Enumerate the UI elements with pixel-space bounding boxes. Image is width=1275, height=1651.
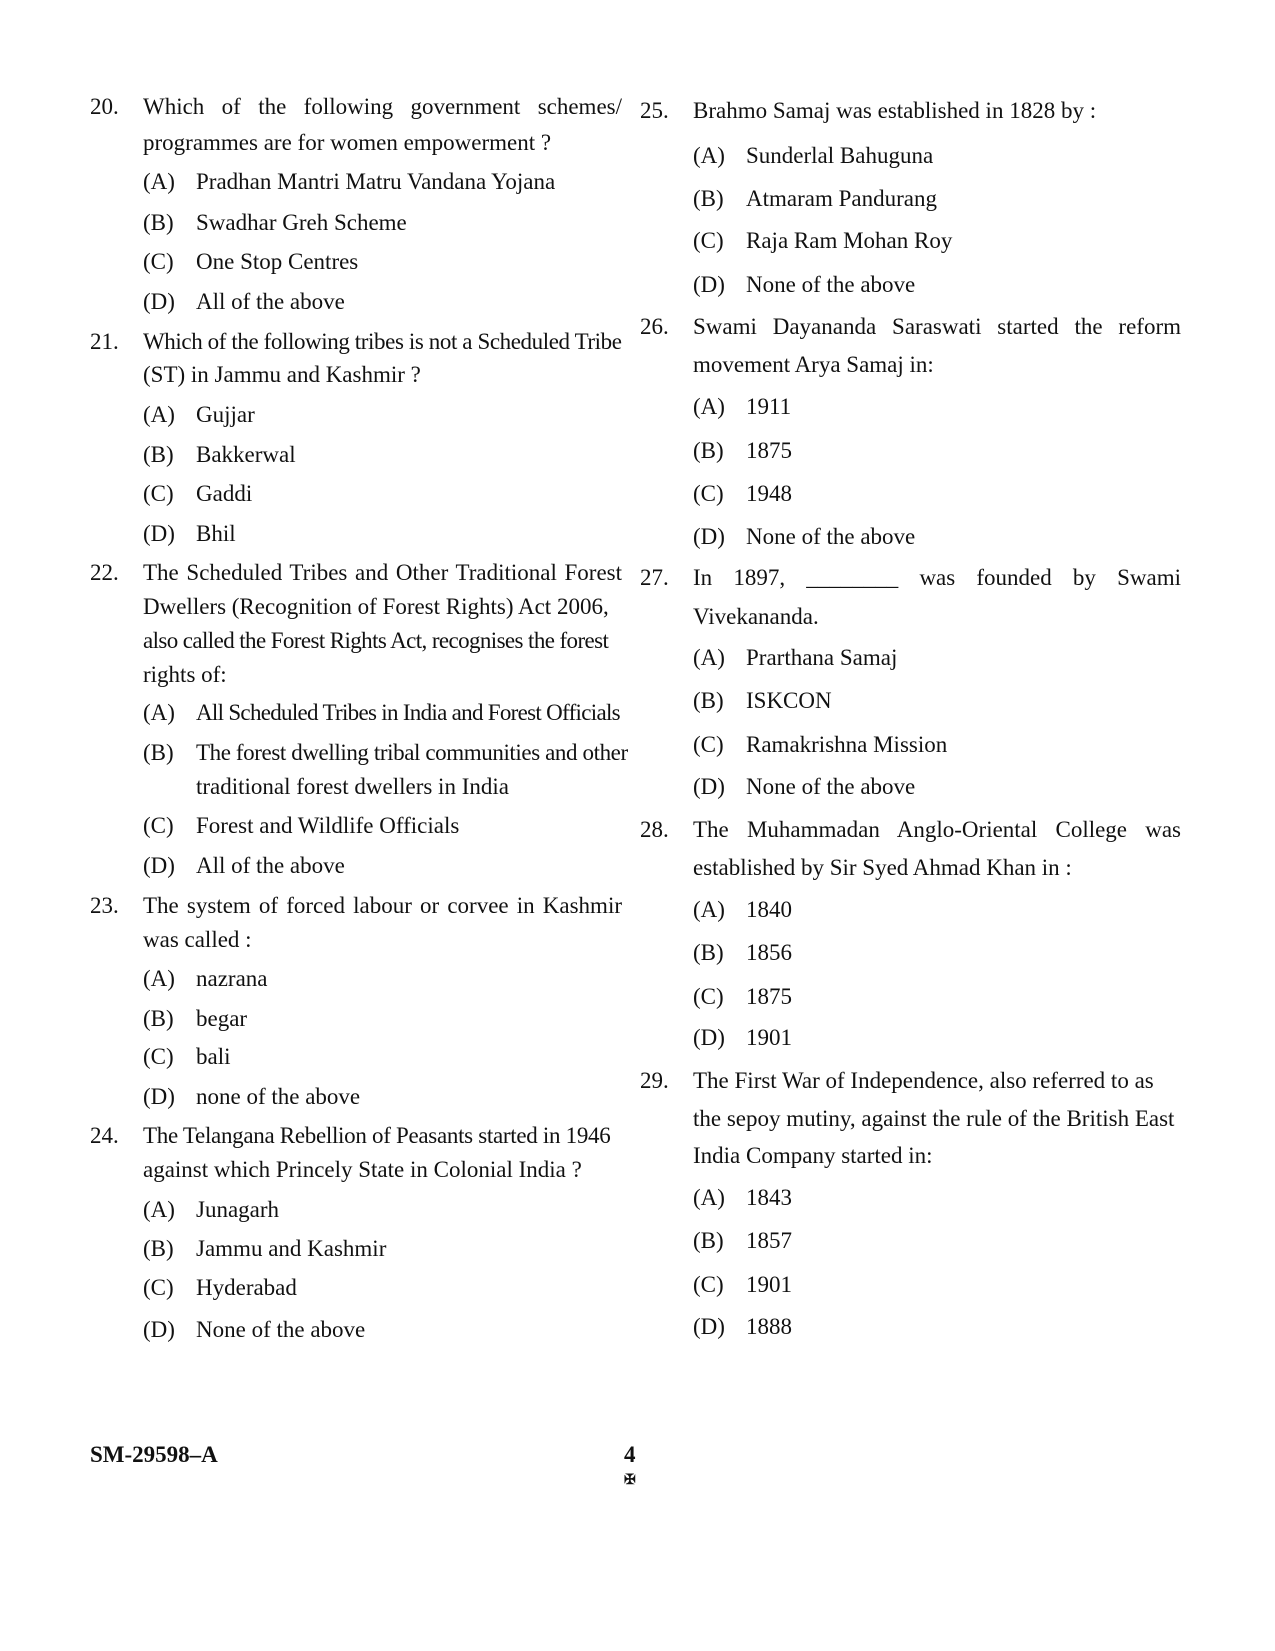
option-letter: (D) xyxy=(693,524,725,549)
option-text: 1875 xyxy=(746,438,792,463)
option-letter: (C) xyxy=(693,481,724,506)
question-text: Swami Dayananda Saraswati started the reform xyxy=(693,314,1181,339)
option-text: None of the above xyxy=(746,524,916,549)
option-text: Bakkerwal xyxy=(196,442,296,467)
option-letter: (C) xyxy=(693,732,724,757)
cross-mark-icon: ✠ xyxy=(624,1473,636,1488)
option-letter: (B) xyxy=(693,438,724,463)
question-number: 25. xyxy=(640,98,669,123)
option-letter: (B) xyxy=(143,1006,174,1031)
question-number: 23. xyxy=(90,893,119,918)
option-letter: (A) xyxy=(693,897,725,922)
option-letter: (C) xyxy=(143,481,174,506)
option-text: 1901 xyxy=(746,1272,792,1297)
option-text: Bhil xyxy=(196,521,236,546)
option-text: nazrana xyxy=(196,966,268,991)
option-letter: (C) xyxy=(143,813,174,838)
option-letter: (D) xyxy=(143,521,175,546)
option-text: Raja Ram Mohan Roy xyxy=(746,228,953,253)
option-text: 1911 xyxy=(746,394,792,419)
option-text: 1875 xyxy=(746,984,792,1009)
option-letter: (C) xyxy=(693,1272,724,1297)
option-letter: (B) xyxy=(693,1228,724,1253)
option-text: 1856 xyxy=(746,940,792,965)
option-text: Hyderabad xyxy=(196,1275,297,1300)
option-text: The forest dwelling tribal communities and other xyxy=(196,740,628,765)
option-letter: (D) xyxy=(143,853,175,878)
option-letter: (D) xyxy=(693,272,725,297)
option-letter: (D) xyxy=(693,1314,725,1339)
question-number: 20. xyxy=(90,94,119,119)
option-letter: (A) xyxy=(143,169,175,194)
option-text-continued: traditional forest dwellers in India xyxy=(196,774,509,799)
option-letter: (A) xyxy=(693,645,725,670)
option-text: None of the above xyxy=(746,774,916,799)
option-text: Junagarh xyxy=(196,1197,280,1222)
question-number: 26. xyxy=(640,314,669,339)
option-text: 1888 xyxy=(746,1314,792,1339)
option-text: Atmaram Pandurang xyxy=(746,186,937,211)
question-text: against which Princely State in Colonial India ? xyxy=(143,1157,582,1182)
option-text: Gaddi xyxy=(196,481,253,506)
question-text: The First War of Independence, also referred to as xyxy=(693,1068,1154,1093)
question-text: established by Sir Syed Ahmad Khan in : xyxy=(693,855,1072,880)
option-text: none of the above xyxy=(196,1084,361,1109)
question-text: The Telangana Rebellion of Peasants started in 1946 xyxy=(143,1123,611,1148)
question-text: programmes are for women empowerment ? xyxy=(143,130,552,155)
option-letter: (B) xyxy=(693,688,724,713)
option-text: None of the above xyxy=(746,272,916,297)
question-number: 28. xyxy=(640,817,669,842)
option-letter: (B) xyxy=(693,940,724,965)
option-letter: (A) xyxy=(143,700,175,725)
option-text: All Scheduled Tribes in India and Forest Officials xyxy=(196,700,620,725)
question-text: The system of forced labour or corvee in Kashmir xyxy=(143,893,622,918)
option-letter: (D) xyxy=(143,1084,175,1109)
option-letter: (B) xyxy=(143,442,174,467)
question-number: 24. xyxy=(90,1123,119,1148)
option-letter: (D) xyxy=(143,289,175,314)
option-text: bali xyxy=(196,1044,231,1069)
question-text: also called the Forest Rights Act, recognises the forest xyxy=(143,628,609,653)
option-letter: (A) xyxy=(693,143,725,168)
question-text: Vivekananda. xyxy=(693,604,819,629)
option-text: 1901 xyxy=(746,1025,792,1050)
option-letter: (D) xyxy=(693,1025,725,1050)
option-text: 1948 xyxy=(746,481,792,506)
option-text: One Stop Centres xyxy=(196,249,359,274)
option-letter: (A) xyxy=(693,1185,725,1210)
option-letter: (A) xyxy=(143,1197,175,1222)
option-text: Swadhar Greh Scheme xyxy=(196,210,407,235)
question-text: Which of the following government schemes/ xyxy=(143,94,622,119)
option-text: 1857 xyxy=(746,1228,792,1253)
option-letter: (C) xyxy=(693,228,724,253)
option-text: begar xyxy=(196,1006,248,1031)
question-number: 21. xyxy=(90,329,119,354)
question-text: The Scheduled Tribes and Other Traditional Forest xyxy=(143,560,622,585)
question-text: movement Arya Samaj in: xyxy=(693,352,934,377)
question-text: was called : xyxy=(143,927,252,952)
option-text: Ramakrishna Mission xyxy=(746,732,948,757)
question-text: The Muhammadan Anglo-Oriental College was xyxy=(693,817,1181,842)
option-text: 1840 xyxy=(746,897,792,922)
question-text: Brahmo Samaj was established in 1828 by : xyxy=(693,98,1097,123)
question-number: 27. xyxy=(640,565,669,590)
question-text: India Company started in: xyxy=(693,1143,933,1168)
question-text: Which of the following tribes is not a Scheduled Tribe xyxy=(143,329,622,354)
option-letter: (D) xyxy=(693,774,725,799)
option-text: None of the above xyxy=(196,1317,366,1342)
question-text: (ST) in Jammu and Kashmir ? xyxy=(143,362,421,387)
option-letter: (C) xyxy=(693,984,724,1009)
page-number: 4 xyxy=(624,1442,636,1467)
option-letter: (D) xyxy=(143,1317,175,1342)
option-text: Pradhan Mantri Matru Vandana Yojana xyxy=(196,169,556,194)
option-letter: (A) xyxy=(143,402,175,427)
option-letter: (C) xyxy=(143,249,174,274)
option-text: ISKCON xyxy=(746,688,832,713)
option-text: Gujjar xyxy=(196,402,255,427)
question-text: the sepoy mutiny, against the rule of the British East xyxy=(693,1106,1175,1131)
option-letter: (A) xyxy=(693,394,725,419)
option-letter: (B) xyxy=(693,186,724,211)
option-letter: (C) xyxy=(143,1275,174,1300)
option-letter: (C) xyxy=(143,1044,174,1069)
paper-code: SM-29598–A xyxy=(90,1442,218,1467)
question-text: rights of: xyxy=(143,662,227,687)
option-letter: (B) xyxy=(143,1236,174,1261)
question-number: 22. xyxy=(90,560,119,585)
option-text: Jammu and Kashmir xyxy=(196,1236,387,1261)
option-letter: (B) xyxy=(143,740,174,765)
option-text: All of the above xyxy=(196,853,345,878)
option-text: 1843 xyxy=(746,1185,792,1210)
option-letter: (A) xyxy=(143,966,175,991)
option-text: Forest and Wildlife Officials xyxy=(196,813,460,838)
option-text: Sunderlal Bahuguna xyxy=(746,143,934,168)
option-text: All of the above xyxy=(196,289,345,314)
question-text: In 1897, ________ was founded by Swami xyxy=(693,565,1181,590)
option-text: Prarthana Samaj xyxy=(746,645,898,670)
question-text: Dwellers (Recognition of Forest Rights) Act 2006, xyxy=(143,594,609,619)
option-letter: (B) xyxy=(143,210,174,235)
question-number: 29. xyxy=(640,1068,669,1093)
